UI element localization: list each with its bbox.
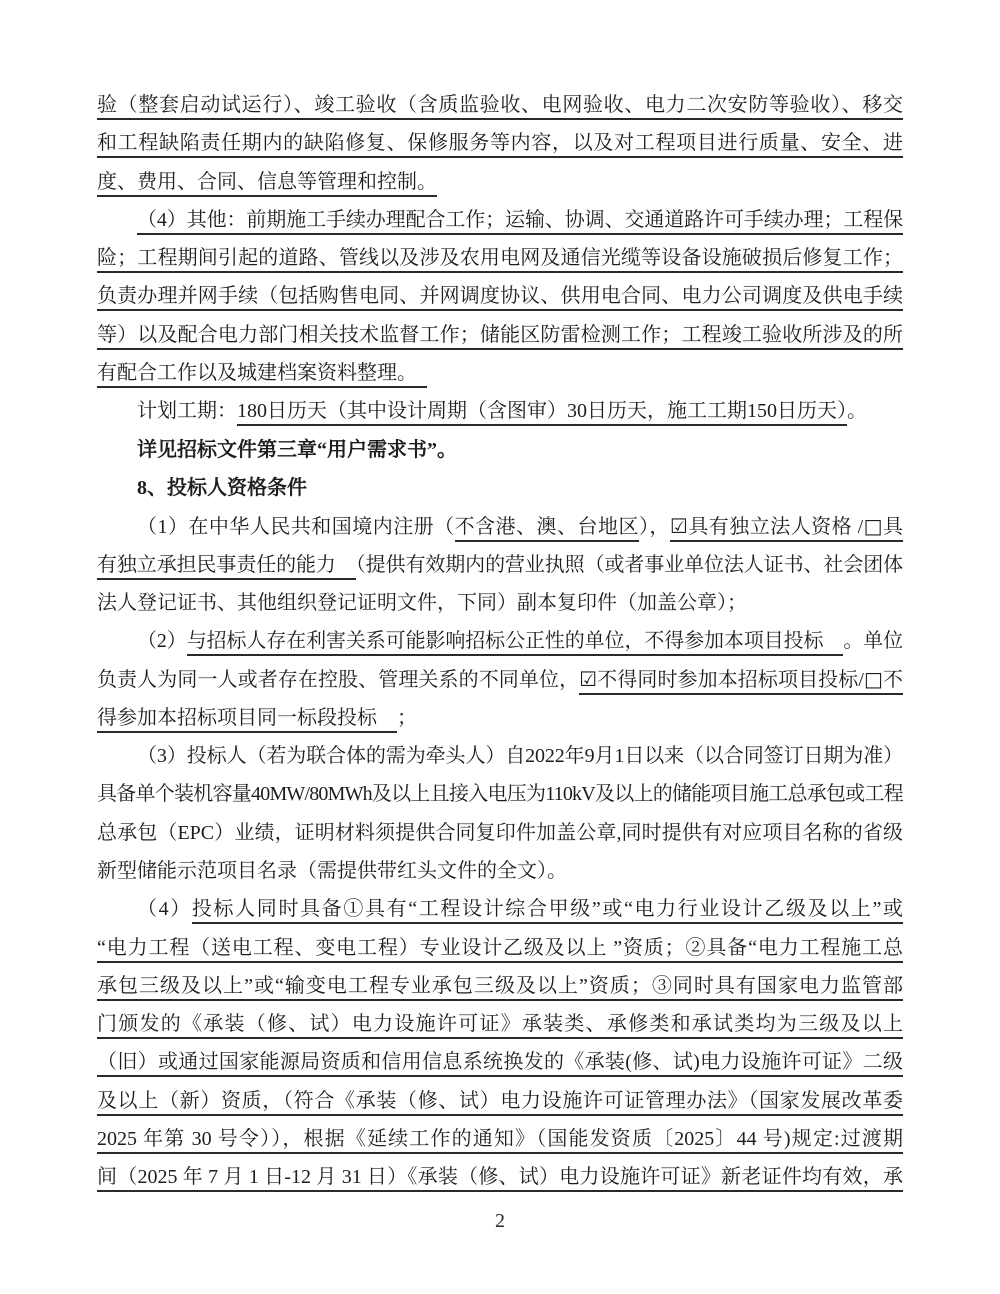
text-run: 180日历天（其中设计周期（含图审）30日历天，施工工期150日历天）	[237, 400, 847, 426]
text-run: 及以上（新）资质，（符合《承装（修、试）电力设施许可证管理办法》（国家发展改革委	[97, 1090, 903, 1116]
see-user-requirements-line	[97, 431, 903, 469]
text-line	[97, 814, 903, 852]
text-line	[97, 929, 903, 967]
text-run: 投标人同时具备①具有“工程设计综合甲级”或“电力行业设计乙级及以上”或	[192, 898, 903, 924]
text-line	[97, 622, 903, 660]
text-run: 。	[847, 400, 867, 423]
text-line	[97, 277, 903, 315]
text-line	[97, 201, 903, 239]
text-run: 。单位	[843, 630, 903, 653]
text-line	[97, 852, 903, 890]
text-run: （提供有效期内的营业执照（或者事业单位法人证书、社会团体	[355, 553, 903, 576]
text-run: 2025 年第 30 号令）），根据《延续工作的通知》（国能发资质〔2025〕44 号)规定:过渡期	[97, 1128, 903, 1154]
text-run: ），	[638, 516, 670, 539]
text-line	[97, 546, 903, 584]
text-line	[97, 124, 903, 162]
text-run: 具	[883, 516, 903, 542]
text-run: 8、投标人资格条件	[137, 476, 307, 499]
text-run: 有配合工作以及城建档案资料整理。	[97, 362, 427, 388]
checkbox-unchecked-icon: □	[863, 514, 883, 542]
checkbox-unchecked-icon: □	[864, 667, 883, 695]
text-line	[97, 86, 903, 124]
text-run: （4）	[137, 898, 192, 921]
document-body	[97, 86, 903, 1197]
section-8-heading	[97, 469, 903, 507]
text-run: 承包三级及以上”或“输变电工程专业承包三级及以上”资质；③同时具有国家电力监管部	[97, 975, 903, 1001]
text-run: 度、费用、合同、信息等管理和控制。	[97, 171, 437, 197]
checkbox-checked-icon: ☑	[579, 667, 597, 695]
text-run: 不	[883, 669, 903, 695]
text-run: 和工程缺陷责任期内的缺陷修复、保修服务等内容，以及对工程项目进行质量、安全、进	[97, 132, 903, 158]
text-line	[97, 1082, 903, 1120]
text-line	[97, 507, 903, 545]
text-line	[97, 1043, 903, 1081]
text-run: 等）以及配合电力部门相关技术监督工作；储能区防雷检测工作；工程竣工验收所涉及的所	[97, 324, 903, 350]
text-line	[97, 316, 903, 354]
text-line	[97, 737, 903, 775]
text-run: 总承包（EPC）业绩，证明材料须提供合同复印件加盖公章,同时提供有对应项目名称的省级	[97, 821, 903, 844]
planned-duration-line	[97, 392, 903, 430]
text-line	[97, 890, 903, 928]
text-line	[97, 354, 903, 392]
text-run: 详见招标文件第三章“用户需求书”。	[137, 438, 457, 461]
text-run: 间（2025 年 7 月 1 日-12 月 31 日）《承装（修、试）电力设施许可证》新老证件均有效，承	[97, 1166, 903, 1192]
text-run: （4）其他：前期施工手续办理配合工作；运输、协调、交通道路许可手续办理；工程保	[137, 209, 903, 235]
text-line	[97, 967, 903, 1005]
text-run: 不含港、澳、台地区	[455, 516, 639, 542]
text-run: 法人登记证书、其他组织登记证明文件，下同）副本复印件（加盖公章）；	[97, 591, 747, 614]
page-number: 2	[495, 1210, 505, 1232]
text-run: 与招标人存在利害关系可能影响招标公正性的单位，不得参加本项目投标	[187, 630, 844, 656]
text-run: （1）在中华人民共和国境内注册（	[137, 516, 455, 539]
text-run: （旧）或通过国家能源局资质和信用信息系统换发的《承装(修、试)电力设施许可证》二级	[97, 1051, 903, 1077]
text-line	[97, 660, 903, 698]
text-run: 险；工程期间引起的道路、管线以及涉及农用电网及通信光缆等设备设施破损后修复工作；	[97, 247, 903, 273]
text-line	[97, 584, 903, 622]
text-run: （3）投标人（若为联合体的需为牵头人）自2022年9月1日以来（以合同签订日期为准）	[137, 745, 903, 768]
text-line	[97, 699, 903, 737]
text-line	[97, 1005, 903, 1043]
text-run: 新型储能示范项目名录（需提供带红头文件的全文）。	[97, 859, 567, 882]
text-run: 有独立承担民事责任的能力	[97, 554, 356, 580]
text-line	[97, 163, 903, 201]
text-line	[97, 775, 903, 813]
text-run: 验（整套启动试运行）、竣工验收（含质监验收、电网验收、电力二次安防等验收）、移交	[97, 94, 903, 120]
text-run: ；	[397, 706, 417, 729]
text-line	[97, 239, 903, 277]
text-line	[97, 1120, 903, 1158]
text-run: 得参加本招标项目同一标段投标	[97, 707, 397, 733]
checkbox-checked-icon: ☑	[670, 514, 688, 542]
text-run: “电力工程（送电工程、变电工程）专业设计乙级及以上 ”资质；②具备“电力工程施工总	[97, 937, 903, 963]
text-run: 不得同时参加本招标项目投标/	[597, 669, 864, 695]
text-run: 具备单个装机容量40MW/80MWh及以上且接入电压为110kV及以上的储能项目施工总承包或工程	[97, 783, 903, 806]
text-run: （2）	[137, 630, 187, 653]
text-run: 负责人为同一人或者存在控股、管理关系的不同单位，	[97, 669, 580, 692]
text-run: 计划工期：	[137, 400, 237, 423]
text-run: 负责办理并网手续（包括购售电同、并网调度协议、供用电合同、电力公司调度及供电手续	[97, 285, 903, 311]
text-run: 门颁发的《承装（修、试）电力设施许可证》承装类、承修类和承试类均为三级及以上	[97, 1013, 903, 1039]
text-run: 具有独立法人资格 /	[688, 516, 863, 542]
text-line	[97, 1158, 903, 1196]
